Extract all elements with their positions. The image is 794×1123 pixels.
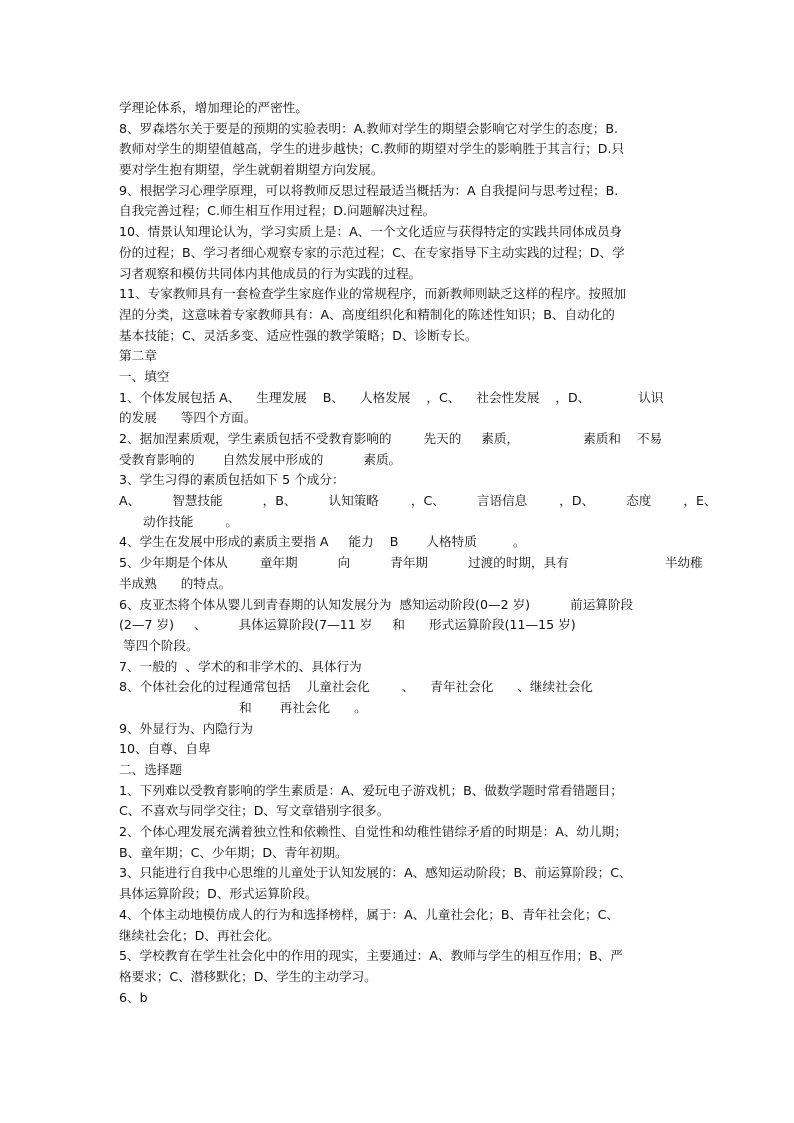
text-line: 学理论体系，增加理论的严密性。 (119, 100, 308, 115)
text-line: 教师对学生的期望值越高，学生的进步越快；C.教师的期望对学生的影响胜于其言行；D.只 (119, 141, 625, 157)
text-line: 9、根据学习心理学原理，可以将教师反思过程最适当概括为：A 自我提问与思考过程；B. (119, 182, 619, 198)
text-line: 9、外显行为、内隐行为 (119, 720, 253, 736)
text-line: 格要求；C、潜移默化；D、学生的主动学习。 (119, 968, 377, 984)
text-line: 半成熟 的特点。 (119, 575, 232, 591)
text-line: 动作技能 。 (119, 513, 239, 529)
text-line: 2、个体心理发展充满着独立性和依赖性、自觉性和幼稚性错综矛盾的时期是：A、幼儿期； (119, 824, 627, 840)
document-page (119, 98, 717, 1008)
text-line: 受教育影响的 自然发展中形成的 素质。 (119, 451, 402, 467)
text-line: C、不喜欢与同学交往；D、写文章错别字很多。 (119, 803, 390, 819)
text-line: 等四个阶段。 (119, 637, 199, 653)
text-line: 5、少年期是个体从 童年期 向 青年期 过渡的时期，具有 半幼稚 (119, 555, 703, 571)
text-line: 10、自尊、自卑 (119, 741, 211, 757)
text-line: 和 再社会化 。 (119, 699, 367, 715)
text-line: 2、据加涅素质观，学生素质包括不受教育影响的 先天的 素质， 素质和 不易 (119, 431, 663, 446)
text-line: 要对学生抱有期望，学生就朝着期望方向发展。 (119, 162, 384, 178)
text-line: 6、b (119, 989, 148, 1005)
text-line: 1、个体发展包括 A、 生理发展 B、 人格发展 ，C、 社会性发展 ，D、 认识 (119, 389, 664, 405)
text-line: 4、学生在发展中形成的素质主要指 A 能力 B 人格特质 。 (119, 534, 526, 550)
text-line: 7、一般的 、学术的和非学术的、具体行为 (119, 658, 362, 674)
section-heading: 二、选择题 (119, 762, 182, 777)
text-line: 8、个体社会化的过程通常包括 儿童社会化 、 青年社会化 、继续社会化 (119, 679, 593, 695)
text-line: B、童年期；C、少年期；D、青年初期。 (119, 844, 348, 860)
chapter-heading: 第二章 (119, 348, 157, 364)
text-line: 习者观察和模仿共同体内其他成员的行为实践的过程。 (119, 265, 422, 281)
section-heading: 一、填空 (119, 368, 170, 384)
text-line: 11、专家教师具有一套检查学生家庭作业的常规程序，而新教师则缺乏这样的程序。按照加 (119, 286, 627, 302)
text-line: 8、罗森塔尔关于要是的预期的实验表明：A.教师对学生的期望会影响它对学生的态度；B. (119, 120, 619, 136)
text-line: 自我完善过程；C.师生相互作用过程；D.问题解决过程。 (119, 203, 436, 219)
text-line: 具体运算阶段；D、形式运算阶段。 (119, 886, 318, 902)
text-line: A、 智慧技能 ，B、 认知策略 ，C、 言语信息 ，D、 态度 ，E、 (119, 493, 717, 509)
text-line: 10、情景认知理论认为，学习实质上是：A、一个文化适应与获得特定的实践共同体成员身 (119, 224, 623, 240)
text-line: (2—7 岁) 、 具体运算阶段(7—11 岁 和 形式运算阶段(11—15 岁) (119, 617, 576, 633)
text-line: 1、下列难以受教育影响的学生素质是：A、爱玩电子游戏机；B、做数学题时常看错题目； (119, 782, 623, 798)
text-line: 3、只能进行自我中心思维的儿童处于认知发展的：A、感知运动阶段；B、前运算阶段；C、 (119, 865, 632, 881)
text-line: 4、个体主动地模仿成人的行为和选择榜样，属于：A、儿童社会化；B、青年社会化；C、 (119, 906, 620, 922)
text-line: 的发展 等四个方面。 (119, 410, 257, 426)
text-line: 涅的分类，这意味着专家教师具有：A、高度组织化和精制化的陈述性知识；B、自动化的 (119, 306, 615, 322)
text-line: 5、学校教育在学生社会化中的作用的现实，主要通过：A、教师与学生的相互作用；B、严 (119, 948, 623, 964)
text-line: 份的过程；B、学习者细心观察专家的示范过程；C、在专家指导下主动实践的过程；D、学 (119, 244, 625, 260)
text-line: 3、学生习得的素质包括如下 5 个成分： (119, 472, 345, 488)
text-line: 6、皮亚杰将个体从婴儿到青春期的认知发展分为 感知运动阶段(0—2 岁) 前运算阶段 (119, 596, 634, 612)
text-line: 基本技能；C、灵活多变、适应性强的教学策略；D、诊断专长。 (119, 327, 478, 343)
text-line: 继续社会化；D、再社会化。 (119, 927, 280, 943)
